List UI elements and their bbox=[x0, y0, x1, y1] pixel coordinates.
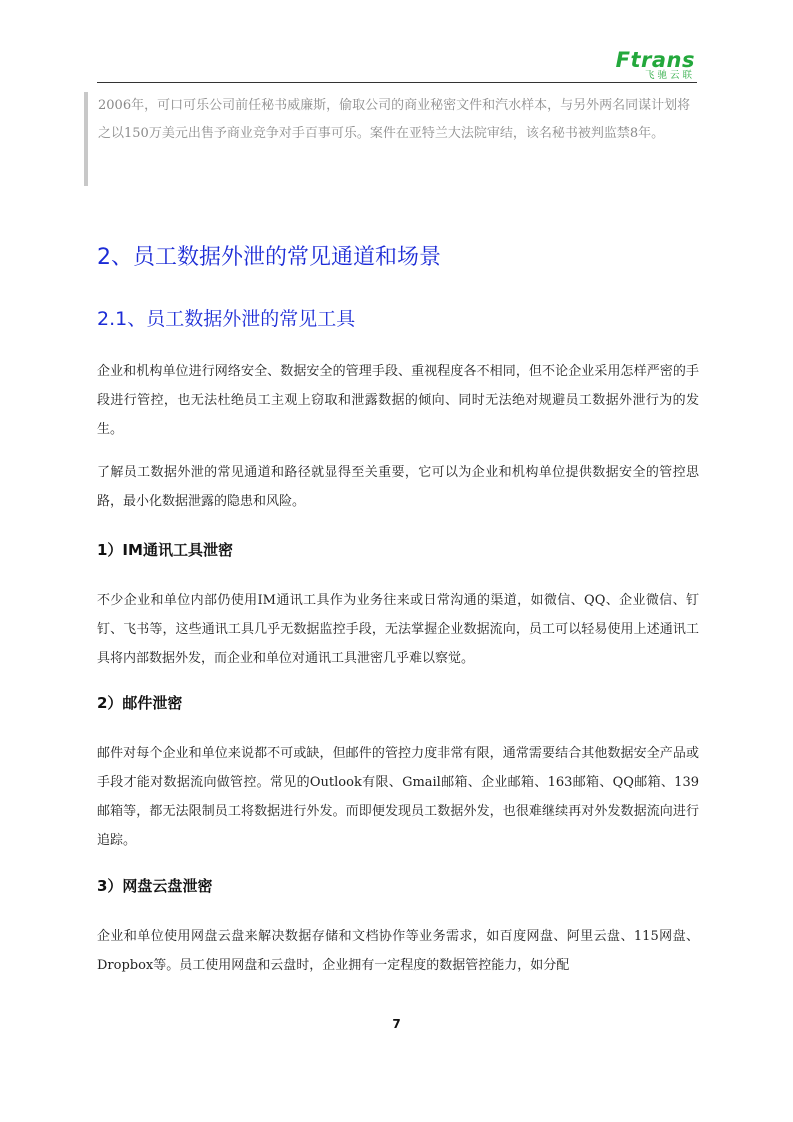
item-text-cloud: 企业和单位使用网盘云盘来解决数据存储和文档协作等业务需求，如百度网盘、阿里云盘、115网盘、Dropbox等。员工使用网盘和云盘时，企业拥有一定程度的数据管控能力，如分配 bbox=[97, 929, 699, 973]
company-logo bbox=[616, 50, 695, 82]
quote-block bbox=[84, 92, 696, 186]
item-heading-email: 2）邮件泄密 bbox=[97, 694, 183, 712]
intro-paragraph-2: 了解员工数据外泄的常见通道和路径就显得至关重要，它可以为企业和机构单位提供数据安全的管控思路，最小化数据泄露的隐患和风险。 bbox=[97, 465, 699, 509]
subsection-heading: 2.1、员工数据外泄的常见工具 bbox=[97, 308, 356, 330]
item-heading-cloud: 3）网盘云盘泄密 bbox=[97, 877, 213, 895]
logo-subtitle: 飞驰云联 bbox=[644, 70, 695, 81]
logo-wordmark: Ftrans bbox=[615, 48, 695, 72]
page-number: 7 bbox=[392, 1017, 401, 1031]
item-heading-im: 1）IM通讯工具泄密 bbox=[97, 541, 233, 559]
quote-text: 2006年，可口可乐公司前任秘书威廉斯，偷取公司的商业秘密文件和汽水样本，与另外两名同谋计划将之以150万美元出售予商业竞争对手百事可乐。案件在亚特兰大法院审结，该名秘书被判监禁8年。 bbox=[98, 98, 691, 141]
intro-paragraph-1: 企业和机构单位进行网络安全、数据安全的管理手段、重视程度各不相同，但不论企业采用怎样严密的手段进行管控，也无法杜绝员工主观上窃取和泄露数据的倾向、同时无法绝对规避员工数据外泄行为的发生。 bbox=[97, 364, 699, 437]
section-heading: 2、员工数据外泄的常见通道和场景 bbox=[97, 245, 441, 270]
item-text-im: 不少企业和单位内部仍使用IM通讯工具作为业务往来或日常沟通的渠道，如微信、QQ、企业微信、钉钉、飞书等，这些通讯工具几乎无数据监控手段，无法掌握企业数据流向，员工可以轻易使用上述通讯工具将内部数据外发，而企业和单位对通讯工具泄密几乎难以察觉。 bbox=[97, 593, 699, 666]
header-divider bbox=[97, 82, 697, 83]
item-text-email: 邮件对每个企业和单位来说都不可或缺，但邮件的管控力度非常有限，通常需要结合其他数据安全产品或手段才能对数据流向做管控。常见的Outlook有限、Gmail邮箱、企业邮箱、163邮箱、QQ邮箱、139邮箱等，都无法限制员工将数据进行外发。而即便发现员工数据外发，也很难继续再对外发数据流向进行追踪。 bbox=[97, 746, 699, 848]
